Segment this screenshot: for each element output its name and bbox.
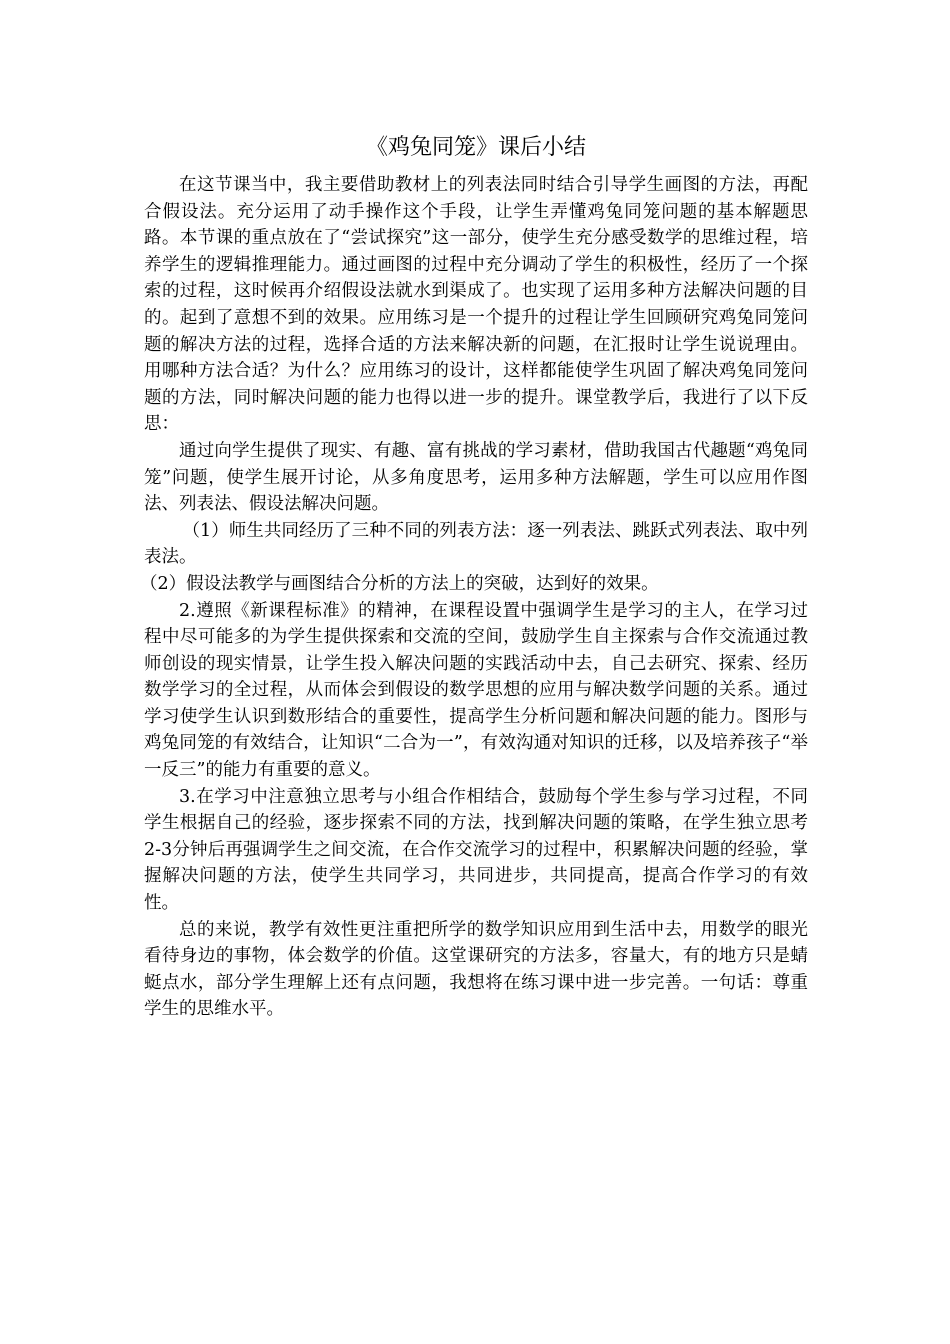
paragraph-conclusion: 总的来说，教学有效性更注重把所学的数学知识应用到生活中去，用数学的眼光看待身边的事物，体会数学的价值。这堂课研究的方法多，容量大，有的地方只是蜻蜓点水，部分学生理解上还有点问题，我想将在练习课中进一步完善。一句话：尊重学生的思维水平。	[144, 919, 808, 1020]
document-page	[140, 128, 808, 1023]
document-title: 《鸡兔同笼》课后小结	[365, 135, 586, 160]
paragraph-materials: 通过向学生提供了现实、有趣、富有挑战的学习素材，借助我国古代趣题“鸡兔同笼”问题，使学生展开讨论，从多角度思考，运用多种方法解题，学生可以应用作图法、列表法、假设法解决问题。	[144, 440, 808, 515]
paragraph-point-1: （1）师生共同经历了三种不同的列表方法：逐一列表法、跳跃式列表法、取中列表法。	[144, 520, 808, 568]
paragraph-section-3: 3.在学习中注意独立思考与小组合作相结合，鼓励每个学生参与学习过程，不同学生根据自己的经验，逐步探索不同的方法，找到解决问题的策略，在学生独立思考2-3分钟后再强调学生之间交流，在合作交流学习的过程中，积累解决问题的经验，掌握解决问题的方法，使学生共同学习，共同进步，共同提高，提高合作学习的有效性。	[144, 786, 808, 914]
paragraph-point-2: （2）假设法教学与画图结合分析的方法上的突破，达到好的效果。	[140, 573, 659, 594]
paragraph-section-2: 2.遵照《新课程标准》的精神，在课程设置中强调学生是学习的主人，在学习过程中尽可能多的为学生提供探索和交流的空间，鼓励学生自主探索与合作交流通过教师创设的现实情景，让学生投入解决问题的实践活动中去，自己去研究、探索、经历数学学习的全过程，从而体会到假设的数学思想的应用与解决数学问题的关系。通过学习使学生认识到数形结合的重要性，提高学生分析问题和解决问题的能力。图形与鸡兔同笼的有效结合，让知识“二合为一”，有效沟通对知识的迁移，以及培养孩子“举一反三”的能力有重要的意义。	[144, 600, 808, 781]
paragraph-intro: 在这节课当中，我主要借助教材上的列表法同时结合引导学生画图的方法，再配合假设法。充分运用了动手操作这个手段，让学生弄懂鸡兔同笼问题的基本解题思路。本节课的重点放在了“尝试探究”这一部分，使学生充分感受数学的思维过程，培养学生的逻辑推理能力。通过画图的过程中充分调动了学生的积极性，经历了一个探索的过程，这时候再介绍假设法就水到渠成了。也实现了运用多种方法解决问题的目的。起到了意想不到的效果。应用练习是一个提升的过程让学生回顾研究鸡兔同笼问题的解决方法的过程，选择合适的方法来解决新的问题，在汇报时让学生说说理由。用哪种方法合适？为什么？应用练习的设计，这样都能使学生巩固了解决鸡兔同笼问题的方法，同时解决问题的能力也得以进一步的提升。课堂教学后，我进行了以下反思：	[144, 175, 808, 435]
